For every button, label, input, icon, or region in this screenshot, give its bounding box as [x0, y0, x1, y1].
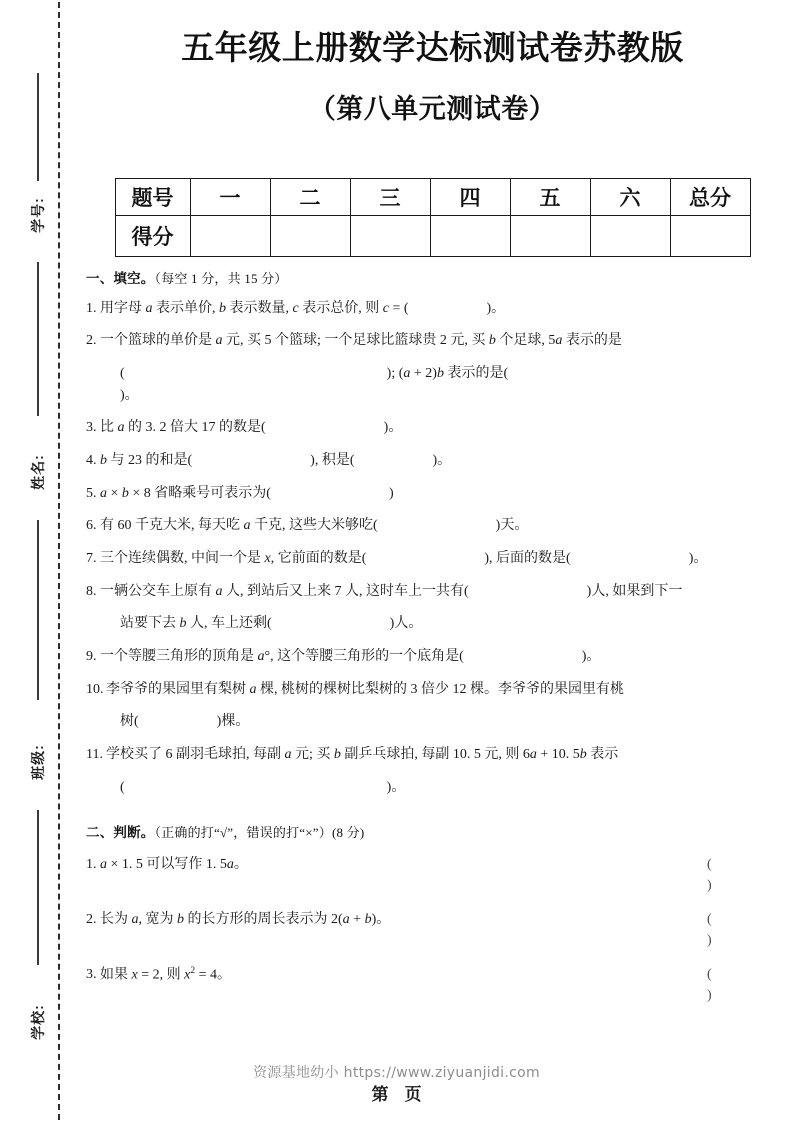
- judge-question-1: [86, 854, 777, 896]
- score-cell-5[interactable]: [510, 215, 590, 256]
- judge-2-text-b: , 宽为: [138, 911, 177, 927]
- q5-text-b: × 8 省略乘号可表示为(: [128, 485, 271, 501]
- binding-segment-3: [37, 520, 39, 700]
- q2-l2-var-a: a: [403, 365, 411, 381]
- question-6: [86, 515, 777, 537]
- q9-var-a: a: [257, 649, 265, 665]
- judge-3-answer-box[interactable]: ( ): [707, 967, 742, 1004]
- q2-var-a2: a: [555, 333, 563, 349]
- body-content: [72, 267, 793, 1007]
- question-7-number: 7.: [86, 551, 97, 567]
- q8-text-c: )人, 如果到下一: [586, 583, 683, 599]
- q11-var-a2: a: [529, 747, 537, 763]
- question-1-number: 1.: [86, 300, 97, 316]
- q2-l2-text-e: )。: [120, 387, 139, 403]
- q10-l2-text-a: 树(: [120, 714, 139, 730]
- binding-label-student-id: 学号:: [30, 197, 46, 233]
- q7-text-b: , 它前面的数是(: [270, 551, 367, 567]
- score-table-col-6: 六: [590, 178, 670, 215]
- q8-l2-text-a: 站要下去: [120, 616, 180, 632]
- q8-l2-text-c: )人。: [389, 616, 423, 632]
- q10-text-b: 棵, 桃树的棵树比梨树的 3 倍少 12 棵。李爷爷的果园里有桃: [256, 681, 624, 697]
- question-2: [86, 330, 777, 352]
- q8-l2-var-b: b: [179, 616, 187, 632]
- score-cell-4[interactable]: [430, 215, 510, 256]
- question-9-number: 9.: [86, 649, 97, 665]
- q2-text-c: 个足球, 5: [495, 333, 556, 349]
- question-1: [86, 298, 777, 320]
- page-subtitle: （第八单元测试卷）: [308, 93, 557, 125]
- judge-2-var-b: b: [177, 911, 184, 927]
- q1-var-c2: c: [382, 300, 389, 316]
- question-6-number: 6.: [86, 518, 97, 534]
- judge-3-text-a: 如果: [100, 967, 132, 983]
- q3-text-a: 比: [100, 420, 118, 436]
- binding-strip: [0, 0, 72, 1122]
- q11-var-a: a: [284, 747, 292, 763]
- table-row: [115, 178, 750, 215]
- question-2-line2: [86, 363, 777, 406]
- judge-3-number: 3.: [86, 966, 97, 982]
- q8-text-b: 人, 到站后又上来 7 人, 这时车上一共有(: [222, 583, 469, 599]
- q3-var-a: a: [117, 420, 125, 436]
- judge-question-3: [86, 964, 777, 1007]
- judge-2-text-c: 的长方形的周长表示为 2(: [184, 911, 343, 927]
- question-10-line2: [86, 711, 777, 733]
- score-cell-2[interactable]: [270, 215, 350, 256]
- judge-1-answer-box[interactable]: ( ): [707, 856, 742, 893]
- q2-text-a: 一个篮球的单价是: [100, 333, 216, 349]
- q6-text-c: )天。: [495, 518, 529, 534]
- section-header-true-false: [86, 821, 777, 841]
- judge-3-var-x: x: [131, 967, 138, 983]
- judge-2-text-d: +: [349, 911, 365, 927]
- q8-l2-text-b: 人, 车上还剩(: [186, 616, 272, 632]
- q10-l2-text-b: )棵。: [216, 714, 250, 730]
- binding-segment-2: [37, 262, 39, 416]
- section-header-fill-in-blank: [86, 267, 777, 287]
- q2-l2-text-c: + 2): [410, 365, 437, 381]
- score-cell-6[interactable]: [590, 215, 670, 256]
- score-cell-1[interactable]: [190, 215, 270, 256]
- binding-label-school: 学校:: [30, 1004, 46, 1040]
- judge-2-number: 2.: [86, 911, 97, 927]
- q6-text-a: 有 60 千克大米, 每天吃: [100, 518, 244, 534]
- q1-text-c: 表示数量,: [226, 300, 293, 316]
- q5-var-b: b: [121, 485, 129, 501]
- score-table-row-header-question: 题号: [115, 178, 190, 215]
- score-table-wrapper: [115, 178, 751, 257]
- judge-3-var-x2: x: [184, 967, 191, 983]
- q2-text-d: 表示的是: [562, 333, 622, 349]
- q8-var-a: a: [215, 583, 223, 599]
- binding-segment-1: [37, 73, 39, 181]
- q4-var-b: b: [100, 452, 107, 468]
- judge-2-text: [100, 909, 707, 930]
- q7-text-d: )。: [688, 551, 708, 567]
- q4-text-c: )。: [432, 452, 452, 468]
- judge-question-2: [86, 909, 777, 951]
- page-footer: [0, 1052, 793, 1122]
- judge-1-text-a: × 1. 5 可以写作 1. 5: [107, 856, 227, 872]
- binding-label-class: 班级:: [30, 744, 46, 780]
- question-2-number: 2.: [86, 333, 97, 349]
- judge-2-var-b2: b: [364, 911, 372, 927]
- question-11: [86, 744, 777, 766]
- binding-dashed-line: [58, 2, 60, 1120]
- q4-text-a: 与 23 的和是(: [107, 452, 193, 468]
- question-10: [86, 679, 777, 701]
- q1-text-e: = (: [388, 300, 409, 316]
- q7-text-a: 三个连续偶数, 中间一个是: [100, 551, 265, 567]
- score-table-row-header-score: 得分: [115, 215, 190, 256]
- score-table-col-5: 五: [510, 178, 590, 215]
- judge-3-text: [100, 964, 707, 986]
- section-1-meta: （每空 1 分，共 15 分）: [154, 270, 288, 286]
- q2-text-b: 元, 买 5 个篮球; 一个足球比篮球贵 2 元, 买: [222, 333, 489, 349]
- binding-label-name: 姓名:: [30, 454, 46, 490]
- q2-l2-var-b: b: [436, 365, 444, 381]
- judge-2-text-e: )。: [371, 911, 391, 927]
- q11-text-e: 表示: [586, 747, 619, 763]
- question-5: [86, 483, 777, 505]
- q11-text-a: 学校买了 6 副羽毛球拍, 每副: [106, 747, 285, 763]
- q5-var-a: a: [100, 485, 107, 501]
- q7-var-x: x: [264, 551, 271, 567]
- q1-var-b: b: [219, 300, 226, 316]
- judge-2-var-a2: a: [342, 911, 350, 927]
- q1-text-a: 用字母: [100, 300, 146, 316]
- score-table-col-4: 四: [430, 178, 510, 215]
- q3-text-b: 的 3. 2 倍大 17 的数是(: [124, 420, 266, 436]
- q1-var-a: a: [145, 300, 153, 316]
- exam-sheet: [72, 0, 793, 1122]
- question-5-number: 5.: [86, 485, 97, 501]
- q9-text-b: °, 这个等腰三角形的一个底角是(: [264, 649, 464, 665]
- score-cell-total[interactable]: [670, 215, 750, 256]
- question-3-number: 3.: [86, 420, 97, 436]
- q1-var-c: c: [292, 300, 299, 316]
- judge-1-var-a2: a: [226, 856, 234, 872]
- q2-var-a: a: [215, 333, 223, 349]
- q9-text-c: )。: [581, 649, 601, 665]
- q4-text-b: ), 积是(: [310, 452, 355, 468]
- judge-3-text-c: = 4。: [195, 967, 232, 983]
- score-cell-3[interactable]: [350, 215, 430, 256]
- q2-var-b: b: [488, 333, 496, 349]
- page-title: 五年级上册数学达标测试卷苏教版: [181, 28, 684, 67]
- table-row: [115, 215, 750, 256]
- score-table-col-1: 一: [190, 178, 270, 215]
- q10-text-a: 李爷爷的果园里有梨树: [106, 681, 250, 697]
- question-4-number: 4.: [86, 452, 97, 468]
- page-number-suffix: 页: [404, 1085, 422, 1105]
- question-9: [86, 646, 777, 668]
- q10-var-a: a: [249, 681, 257, 697]
- q6-text-b: 千克, 这些大米够吃(: [250, 518, 378, 534]
- question-3: [86, 417, 777, 439]
- binding-segment-4: [37, 810, 39, 965]
- q11-var-b: b: [333, 747, 341, 763]
- q5-text-c: ): [388, 485, 394, 501]
- q2-l2-text-d: 表示的是(: [443, 365, 509, 381]
- q6-var-a: a: [243, 518, 251, 534]
- judge-2-var-a: a: [131, 911, 139, 927]
- section-2-label: 二、判断。: [86, 824, 155, 841]
- score-table-col-2: 二: [270, 178, 350, 215]
- q11-l2-text-b: )。: [386, 779, 406, 795]
- q1-text-f: )。: [486, 300, 506, 316]
- q11-text-b: 元; 买: [291, 747, 334, 763]
- q8-text-a: 一辆公交车上原有: [100, 583, 216, 599]
- section-1-label: 一、填空。: [86, 270, 155, 287]
- q2-l2-text-b: ); (: [386, 365, 404, 381]
- q2-l2-text-a: (: [120, 365, 125, 381]
- score-table: [115, 178, 751, 257]
- question-8: [86, 581, 777, 603]
- question-4: [86, 450, 777, 472]
- question-11-line2: [86, 777, 777, 799]
- question-11-number: 11.: [86, 747, 103, 763]
- title-block: [72, 0, 793, 126]
- judge-2-text-a: 长为: [100, 911, 132, 927]
- q11-var-b2: b: [579, 747, 587, 763]
- q5-text-a: ×: [107, 485, 122, 501]
- question-8-number: 8.: [86, 583, 97, 599]
- section-2-meta: （正确的打“√”，错误的打“×”）(8 分): [154, 824, 365, 840]
- q1-text-b: 表示单价,: [152, 300, 219, 316]
- judge-2-answer-box[interactable]: ( ): [707, 911, 742, 948]
- q1-text-d: 表示总价, 则: [298, 300, 383, 316]
- judge-3-exponent: 2: [190, 965, 196, 976]
- q11-text-c: 副乒乓球拍, 每副 10. 5 元, 则 6: [340, 747, 530, 763]
- judge-1-number: 1.: [86, 856, 97, 872]
- q7-text-c: ), 后面的数是(: [484, 551, 571, 567]
- score-table-col-3: 三: [350, 178, 430, 215]
- q3-text-c: )。: [383, 420, 403, 436]
- page-number-prefix: 第: [371, 1085, 389, 1105]
- watermark: 资源基地幼小 https://www.ziyuanjidi.com: [253, 1065, 540, 1081]
- judge-1-text: [100, 854, 707, 875]
- judge-1-var-a: a: [100, 856, 107, 872]
- q11-text-d: + 10. 5: [536, 747, 580, 763]
- score-table-col-total: 总分: [670, 178, 750, 215]
- judge-3-text-b: = 2, 则: [137, 967, 185, 983]
- question-8-line2: [86, 613, 777, 635]
- judge-1-text-b: 。: [233, 856, 248, 872]
- q9-text-a: 一个等腰三角形的顶角是: [100, 649, 258, 665]
- question-10-number: 10.: [86, 681, 104, 697]
- question-7: [86, 548, 777, 570]
- page-number: [0, 1080, 793, 1105]
- q11-l2-text-a: (: [120, 779, 125, 795]
